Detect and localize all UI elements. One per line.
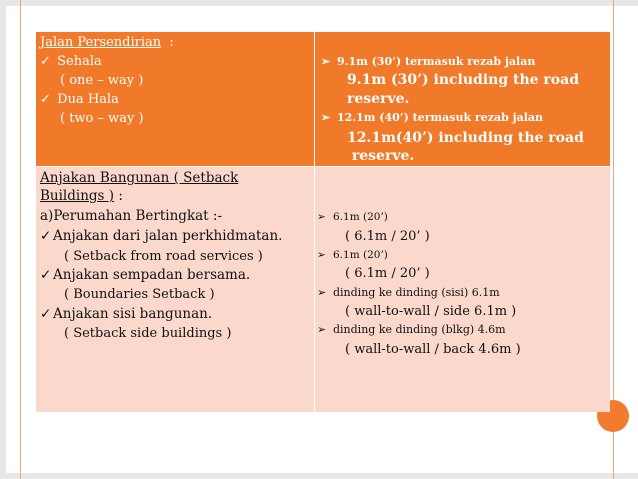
- item-translation: 9.1m (30’) including the road: [347, 72, 579, 88]
- arrow-bullet-icon: ➢: [317, 211, 326, 223]
- list-item: [317, 211, 388, 223]
- item-label: Dua Hala: [57, 92, 119, 107]
- item-label: dinding ke dinding (sisi) 6.1m: [333, 286, 500, 299]
- list-item: [40, 55, 102, 70]
- item-label: Anjakan sempadan bersama.: [53, 267, 251, 283]
- item-translation: ( wall-to-wall / side 6.1m ): [345, 304, 517, 319]
- slide-frame-left: [0, 0, 6, 479]
- slide-table: [36, 32, 610, 412]
- item-translation: ( 6.1m / 20’ ): [345, 229, 430, 244]
- item-label: dinding ke dinding (blkg) 4.6m: [333, 323, 506, 336]
- arrow-bullet-icon: ➢: [321, 111, 331, 124]
- list-item: [40, 268, 250, 284]
- row1-right-cell: [315, 32, 610, 166]
- arrow-bullet-icon: ➢: [321, 55, 331, 68]
- row2-right-cell: [315, 167, 610, 412]
- list-item: [317, 324, 506, 337]
- item-translation: ( 6.1m / 20’ ): [345, 266, 430, 281]
- setback-heading-line2: [40, 189, 123, 205]
- checkmark-icon: ✓: [40, 306, 52, 322]
- item-translation: ( wall-to-wall / back 4.6m ): [345, 342, 521, 357]
- arrow-bullet-icon: ➢: [317, 323, 327, 336]
- item-label: Sehala: [57, 54, 102, 69]
- subheading: a)Perumahan Bertingkat :-: [40, 208, 223, 224]
- row1-heading: [40, 36, 174, 51]
- list-item: [321, 112, 543, 125]
- list-item: [40, 93, 119, 108]
- row1-left-cell: [36, 32, 314, 166]
- item-label: 9.1m (30’) termasuk rezab jalan: [337, 55, 536, 68]
- row-divider: [36, 166, 610, 167]
- row2-left-cell: [36, 167, 314, 412]
- checkmark-icon: ✓: [40, 54, 51, 69]
- list-item: [40, 307, 212, 323]
- item-label: Anjakan sisi bangunan.: [53, 306, 213, 322]
- list-item: [40, 229, 282, 245]
- checkmark-icon: ✓: [40, 92, 51, 107]
- item-translation: ( Setback from road services ): [64, 249, 263, 264]
- arrow-bullet-icon: ➢: [317, 286, 327, 299]
- item-label: Anjakan dari jalan perkhidmatan.: [53, 228, 283, 244]
- checkmark-icon: ✓: [40, 228, 52, 244]
- checkmark-icon: ✓: [40, 267, 52, 283]
- decorative-left-line: [20, 0, 21, 479]
- item-translation: ( Boundaries Setback ): [64, 287, 215, 302]
- list-item: [317, 249, 388, 261]
- setback-heading-line1: [40, 171, 238, 187]
- column-divider: [314, 32, 315, 412]
- item-label: 6.1m (20’): [333, 249, 388, 261]
- item-label: 12.1m (40’) termasuk rezab jalan: [337, 111, 544, 124]
- item-translation: reserve.: [347, 148, 415, 164]
- slide-frame-bottom: [0, 473, 638, 479]
- item-label: 6.1m (20’): [333, 211, 388, 223]
- slide-frame-top: [0, 0, 638, 6]
- list-item: [321, 56, 535, 69]
- heading-suffix: :: [114, 188, 123, 204]
- item-translation: ( two – way ): [60, 111, 144, 126]
- list-item: [317, 287, 500, 300]
- item-translation: ( Setback side buildings ): [64, 326, 232, 341]
- item-translation: reserve.: [347, 91, 410, 107]
- item-translation: ( one – way ): [60, 73, 144, 88]
- setback-heading: Anjakan Bangunan ( Setback: [40, 170, 239, 186]
- item-translation: 12.1m(40’) including the road: [347, 130, 584, 146]
- setback-heading-cont: Buildings ): [40, 188, 115, 204]
- arrow-bullet-icon: ➢: [317, 249, 326, 261]
- heading-suffix: :: [161, 35, 174, 50]
- private-road-heading: Jalan Persendirian: [40, 35, 162, 50]
